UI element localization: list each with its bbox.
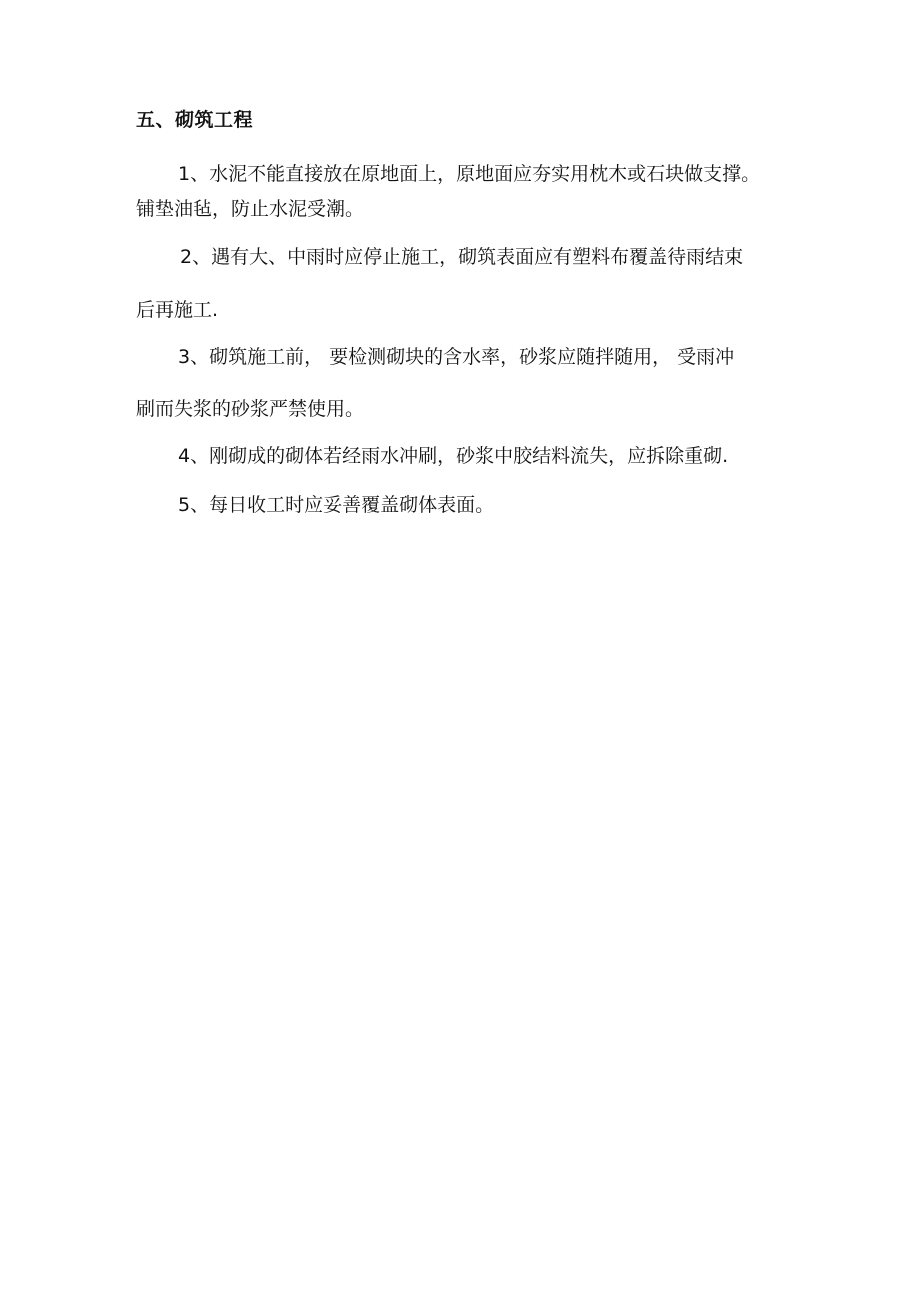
list-item-2-line-1: 2、遇有大、中雨时应停止施工，砌筑表面应有塑料布覆盖待雨结束: [180, 246, 744, 268]
section-title: 五、砌筑工程: [136, 109, 254, 131]
list-item-3-line-2: 刷而失浆的砂浆严禁使用。: [136, 398, 365, 420]
list-item-4: [136, 442, 796, 470]
list-item-5-line-1: 5、每日收工时应妥善覆盖砌体表面。: [178, 494, 495, 516]
list-item-1-line-2: 铺垫油毡，防止水泥受潮。: [136, 198, 365, 220]
list-item-2-line-2: 后再施工.: [136, 299, 219, 321]
list-item-3-line-1: 3、砌筑施工前， 要检测砌块的含水率，砂浆应随拌随用， 受雨冲: [178, 346, 735, 368]
list-item-1-line-1: 1、水泥不能直接放在原地面上，原地面应夯实用枕木或石块做支撑。: [178, 163, 761, 185]
list-item-5: [136, 491, 796, 519]
list-item-3: [136, 343, 796, 423]
list-item-4-line-1: 4、刚砌成的砌体若经雨水冲刷，砂浆中胶结料流失，应拆除重砌.: [178, 445, 729, 467]
list-item-2: [136, 243, 796, 324]
list-item-1: [136, 160, 796, 223]
